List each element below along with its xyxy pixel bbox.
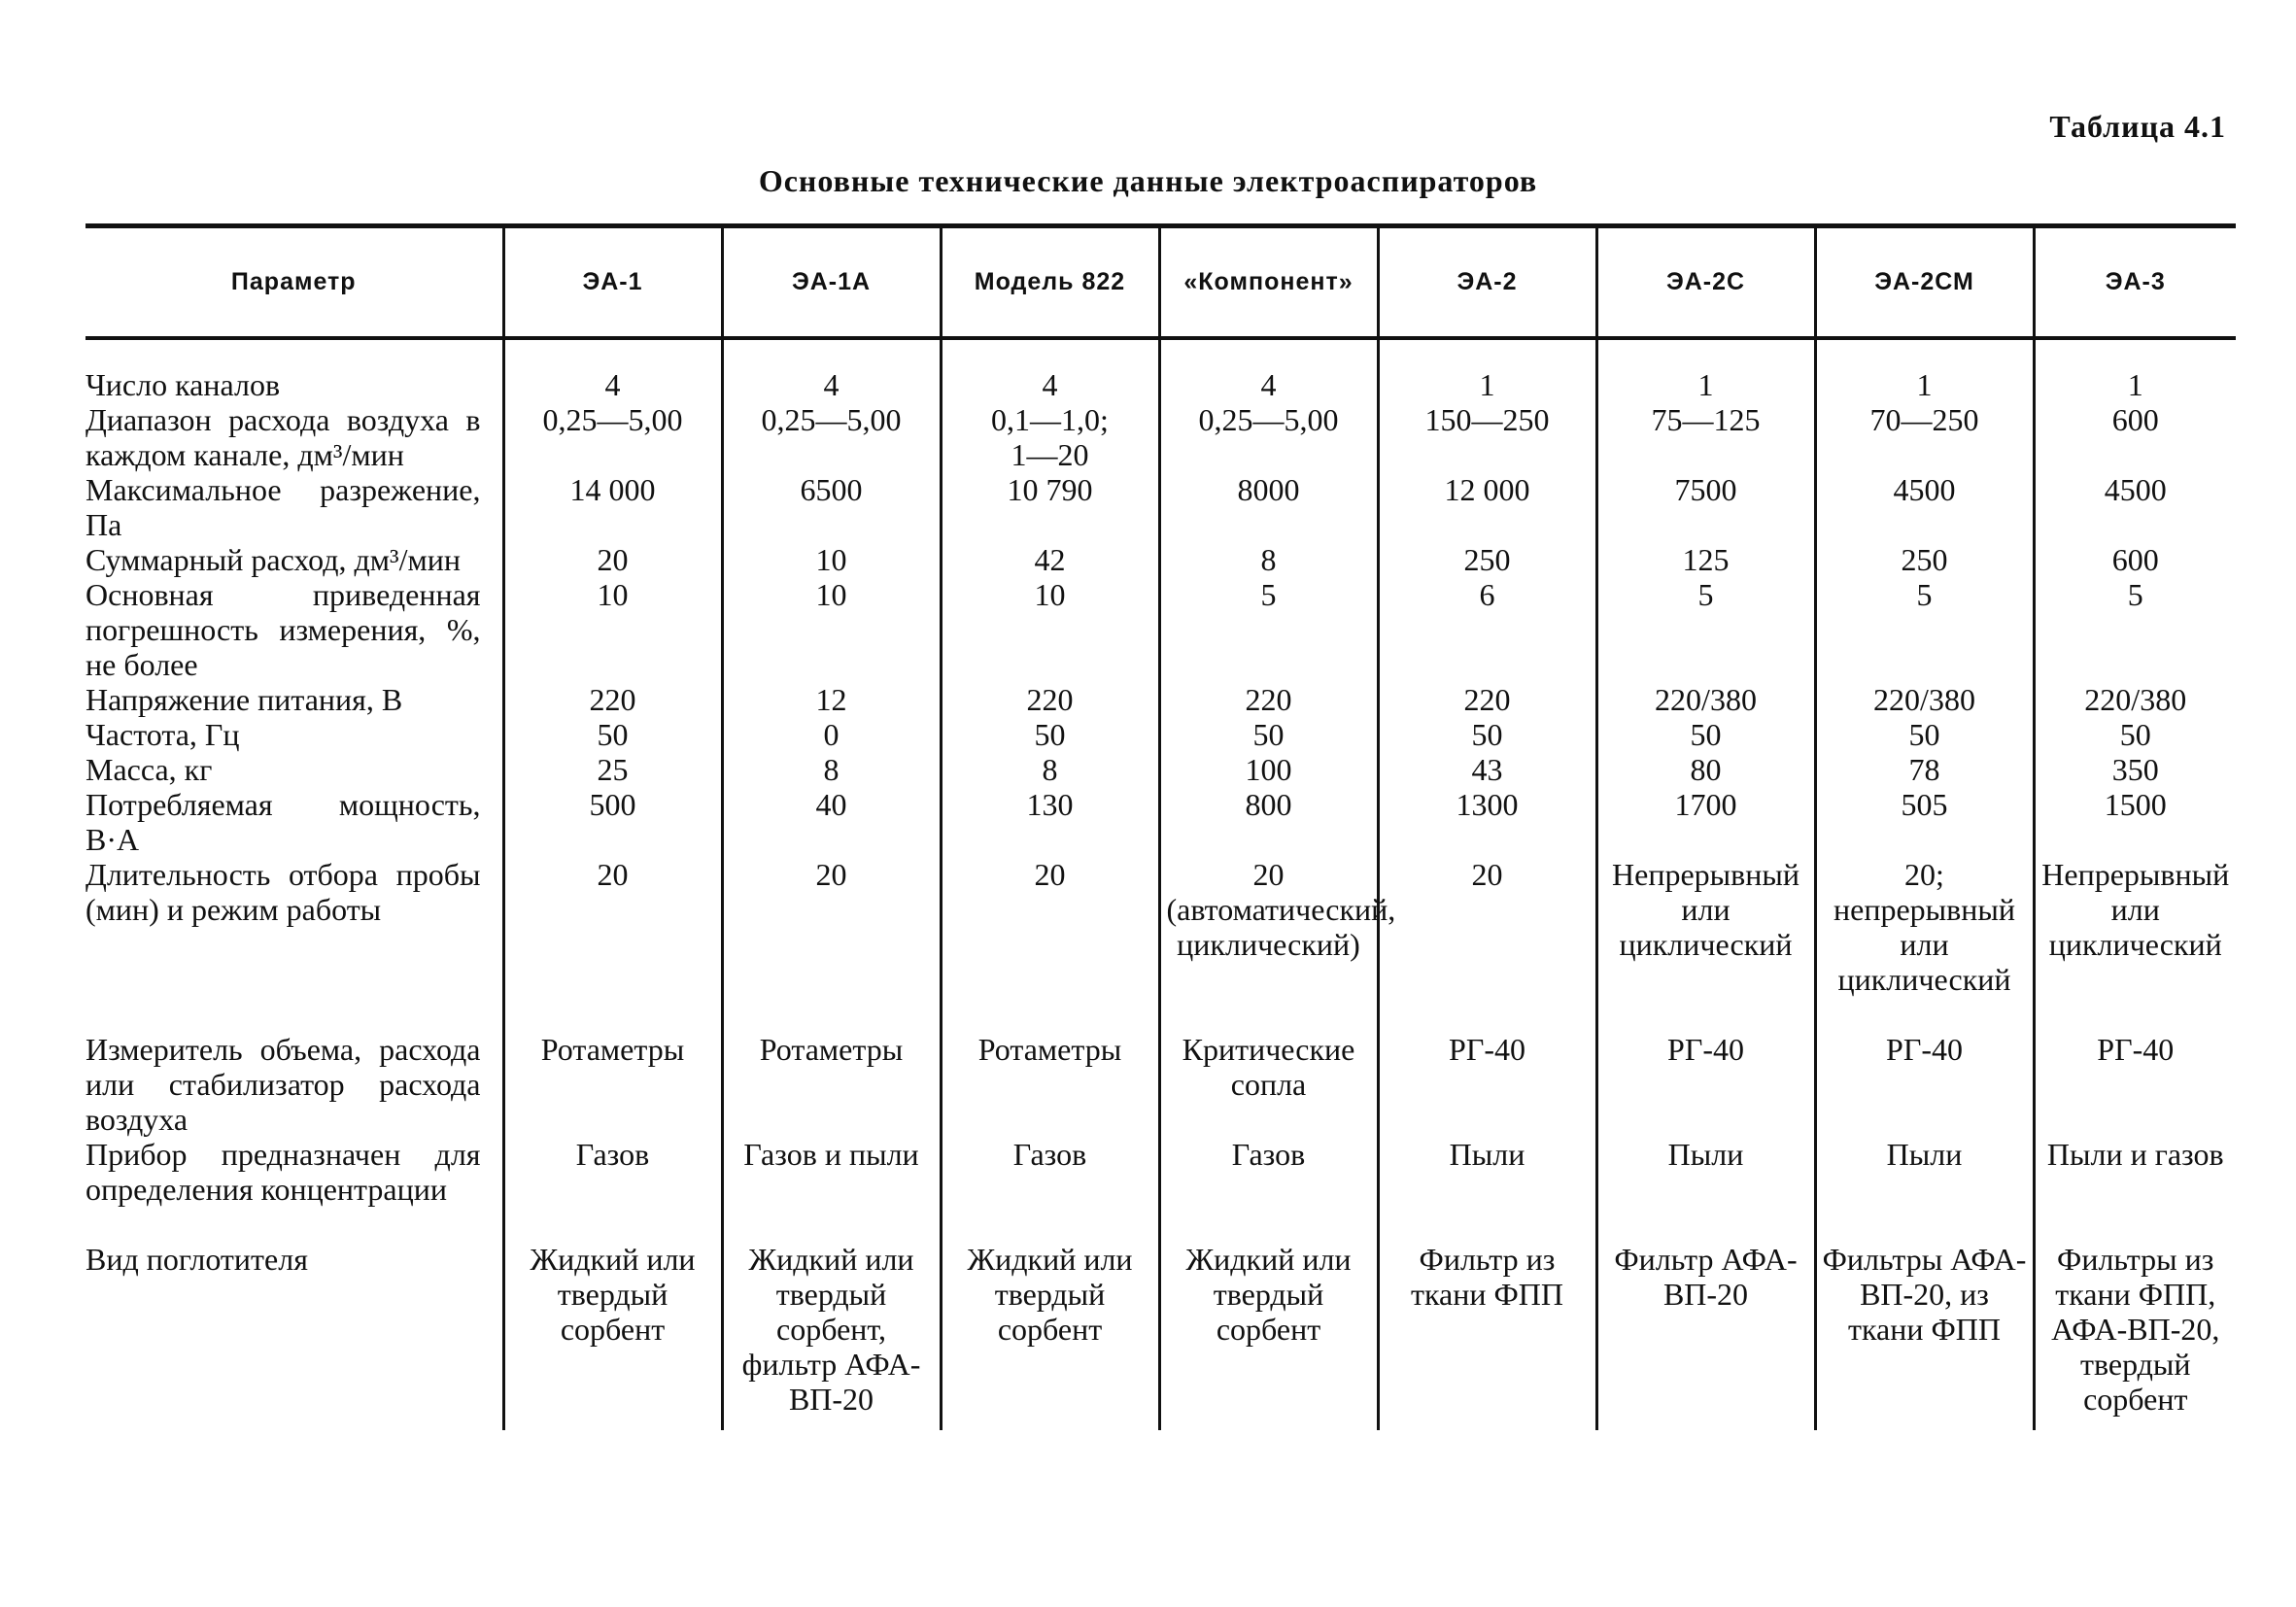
table-cell [1815, 1207, 2034, 1430]
cell-value: 1 [1697, 366, 1714, 402]
cell-value: 1300 [1456, 786, 1519, 822]
table-cell [941, 787, 1159, 857]
table-cell [2034, 787, 2236, 857]
table-cell [2034, 1137, 2236, 1207]
cell-value: Непрерывный или циклический [1612, 856, 1799, 962]
row-power-param: Потребляемая мощность, В·А [86, 786, 481, 857]
cell-value: РГ-40 [1667, 1031, 1744, 1067]
table-row [86, 1207, 2236, 1430]
table-cell [1596, 682, 1815, 717]
cell-value: 1 [1916, 366, 1933, 402]
specs-table [86, 223, 2236, 1430]
table-cell [2034, 577, 2236, 682]
table-cell [722, 402, 941, 472]
cell-value: РГ-40 [1886, 1031, 1963, 1067]
row-flow-range-param: Диапазон расхода воздуха в каждом канале, дм³/мин [86, 401, 481, 472]
table-cell [2034, 752, 2236, 787]
table-cell [1596, 787, 1815, 857]
table-cell [503, 752, 722, 787]
table-row [86, 717, 2236, 752]
table-cell [1378, 682, 1596, 717]
table-cell [1815, 338, 2034, 402]
table-row [86, 682, 2236, 717]
table-cell [1596, 857, 1815, 997]
cell-value: 14 000 [569, 471, 656, 507]
table-cell [722, 1137, 941, 1207]
cell-value: Газов [1231, 1136, 1306, 1172]
cell-value: 10 [597, 576, 629, 612]
cell-value: 125 [1682, 541, 1730, 577]
cell-value: 505 [1901, 786, 1948, 822]
table-cell [941, 472, 1159, 542]
cell-value: 1 [1479, 366, 1495, 402]
table-cell [2034, 682, 2236, 717]
cell-value: Пыли [1449, 1136, 1525, 1172]
table-cell [941, 997, 1159, 1137]
table-cell [1596, 752, 1815, 787]
table-cell [722, 1207, 941, 1430]
table-row [86, 402, 2236, 472]
table-row [86, 857, 2236, 997]
table-cell [1378, 338, 1596, 402]
table-cell [503, 402, 722, 472]
table-cell [1378, 752, 1596, 787]
table-cell [1815, 402, 2034, 472]
header-parameter: Параметр [86, 226, 503, 338]
table-cell [1815, 542, 2034, 577]
table-cell [1159, 856, 1396, 997]
cell-value: 0,25—5,00 [542, 401, 683, 437]
cell-value: Жидкий или твердый сорбент [967, 1241, 1133, 1347]
table-cell [2034, 338, 2236, 402]
cell-value: 220 [1245, 681, 1292, 717]
table-cell [1159, 542, 1378, 577]
table-cell [1596, 402, 1815, 472]
cell-value: 130 [1026, 786, 1074, 822]
cell-value: 20 [1034, 856, 1066, 892]
table-cell [503, 997, 722, 1137]
cell-value: 50 [597, 716, 629, 752]
table-row [86, 997, 2236, 1137]
cell-value: 0,25—5,00 [761, 401, 902, 437]
table-cell [941, 338, 1159, 402]
cell-value: 0,1—1,0; 1—20 [991, 401, 1109, 472]
cell-value: 10 790 [1007, 471, 1093, 507]
cell-value: 78 [1908, 751, 1940, 787]
table-row [86, 577, 2236, 682]
cell-value: 8 [1042, 751, 1058, 787]
table-cell [1378, 1207, 1596, 1430]
table-cell [1378, 577, 1596, 682]
cell-value: 50 [1690, 716, 1722, 752]
cell-value: 20 [597, 541, 629, 577]
table-cell [941, 682, 1159, 717]
row-total-flow-param: Суммарный расход, дм³/мин [86, 541, 461, 577]
cell-value: 100 [1245, 751, 1292, 787]
cell-value: 5 [1260, 576, 1277, 612]
table-cell [503, 338, 722, 402]
cell-value: 1700 [1674, 786, 1737, 822]
cell-value: 7500 [1674, 471, 1737, 507]
cell-value: Фильтр АФА-ВП-20 [1614, 1241, 1798, 1312]
cell-value: 220/380 [2084, 681, 2187, 717]
cell-value: 4 [823, 366, 840, 402]
table-cell [1596, 542, 1815, 577]
table-cell [1815, 752, 2034, 787]
cell-value: Жидкий или твердый сорбент [530, 1241, 696, 1347]
table-cell [722, 472, 941, 542]
row-flow-meter-param: Измеритель объема, расхода или стабилизатор расхода воздуха [86, 1031, 481, 1137]
row-absorber-param: Вид поглотителя [86, 1241, 308, 1277]
cell-value: 4 [1042, 366, 1058, 402]
table-cell [1815, 682, 2034, 717]
table-row [86, 752, 2236, 787]
table-cell [1159, 1137, 1378, 1207]
cell-value: 50 [1252, 716, 1285, 752]
table-cell [1596, 717, 1815, 752]
table-cell [503, 1207, 722, 1430]
cell-value: 220/380 [1655, 681, 1757, 717]
cell-value: 0 [823, 716, 840, 752]
table-cell [1815, 472, 2034, 542]
table-cell [2034, 857, 2236, 997]
cell-value: 12 [815, 681, 847, 717]
table-cell [1159, 402, 1378, 472]
table-cell [1596, 472, 1815, 542]
cell-value: Газов [1012, 1136, 1087, 1172]
table-cell [1159, 472, 1378, 542]
cell-value: 50 [2119, 716, 2151, 752]
cell-value: 4500 [2104, 471, 2167, 507]
table-cell [2034, 542, 2236, 577]
cell-value: Ротаметры [540, 1031, 685, 1067]
cell-value: 800 [1245, 786, 1292, 822]
cell-value: 5 [1697, 576, 1714, 612]
table-number: Таблица 4.1 [2049, 109, 2226, 144]
header-ea-2sm: ЭА-2СМ [1815, 226, 2034, 338]
cell-value: 600 [2111, 541, 2159, 577]
table-cell [1596, 577, 1815, 682]
table-cell [1159, 997, 1378, 1137]
cell-value: 20 [815, 856, 847, 892]
table-cell [1815, 997, 2034, 1137]
cell-value: Ротаметры [759, 1031, 904, 1067]
row-mass-param: Масса, кг [86, 751, 213, 787]
cell-value: 75—125 [1651, 401, 1761, 437]
cell-value: 20; непрерывный или циклический [1833, 856, 2015, 997]
cell-value: 8000 [1237, 471, 1300, 507]
table-cell [1596, 1137, 1815, 1207]
table-cell [1815, 787, 2034, 857]
table-header-row [86, 226, 2236, 338]
table-cell [941, 577, 1159, 682]
cell-value: 43 [1471, 751, 1503, 787]
cell-value: 6 [1479, 576, 1495, 612]
table-cell [941, 857, 1159, 997]
table-cell [1378, 997, 1596, 1137]
cell-value: 8 [1260, 541, 1277, 577]
table-cell [941, 717, 1159, 752]
table-cell [503, 717, 722, 752]
cell-value: 4500 [1893, 471, 1956, 507]
table-cell [1159, 682, 1378, 717]
cell-value: РГ-40 [1449, 1031, 1525, 1067]
cell-value: 220/380 [1873, 681, 1975, 717]
cell-value: Газов и пыли [743, 1136, 919, 1172]
header-ea-1a: ЭА-1А [722, 226, 941, 338]
table-cell [1378, 857, 1596, 997]
table-cell [941, 752, 1159, 787]
cell-value: Ротаметры [977, 1031, 1122, 1067]
table-cell [941, 1207, 1159, 1430]
cell-value: 1500 [2104, 786, 2167, 822]
cell-value: 10 [815, 541, 847, 577]
table-cell [722, 682, 941, 717]
row-voltage-param: Напряжение питания, В [86, 681, 403, 717]
cell-value: 10 [1034, 576, 1066, 612]
cell-value: Газов [575, 1136, 650, 1172]
cell-value: 220 [589, 681, 636, 717]
cell-value: Жидкий или твердый сорбент [1185, 1241, 1352, 1347]
cell-value: 5 [1916, 576, 1933, 612]
cell-value: 70—250 [1869, 401, 1979, 437]
table-cell [2034, 402, 2236, 472]
table-cell [503, 577, 722, 682]
table-row [86, 472, 2236, 542]
cell-value: Критические сопла [1182, 1031, 1355, 1102]
table-cell [1159, 717, 1378, 752]
table-title: Основные технические данные электроаспираторов [758, 163, 1538, 198]
table-cell [1378, 542, 1596, 577]
cell-value: 50 [1908, 716, 1940, 752]
table-cell [941, 542, 1159, 577]
row-error-param: Основная приведенная погрешность измерения, %, не более [86, 576, 481, 682]
table-cell [941, 1137, 1159, 1207]
cell-value: 150—250 [1424, 401, 1550, 437]
table-row [86, 1137, 2236, 1207]
cell-value: Пыли и газов [2046, 1136, 2224, 1172]
table-cell [2034, 472, 2236, 542]
cell-value: 20 (автоматический, циклический) [1166, 856, 1396, 962]
cell-value: 250 [1463, 541, 1511, 577]
table-cell [1159, 338, 1378, 402]
header-komponent: «Компонент» [1159, 226, 1378, 338]
header-ea-2: ЭА-2 [1378, 226, 1596, 338]
cell-value: Фильтры из ткани ФПП, АФА-ВП-20, твердый сорбент [2051, 1241, 2220, 1417]
cell-value: 0,25—5,00 [1198, 401, 1339, 437]
cell-value: Непрерывный или циклический [2041, 856, 2230, 962]
table-cell [503, 472, 722, 542]
row-sampling-duration-param: Длительность отбора пробы (мин) и режим работы [86, 856, 481, 927]
cell-value: 350 [2111, 751, 2159, 787]
cell-value: 250 [1901, 541, 1948, 577]
header-model-822: Модель 822 [941, 226, 1159, 338]
table-cell [1159, 577, 1378, 682]
table-cell [722, 787, 941, 857]
table-cell [503, 787, 722, 857]
cell-value: Пыли [1886, 1136, 1963, 1172]
cell-value: 50 [1471, 716, 1503, 752]
cell-value: 12 000 [1444, 471, 1530, 507]
cell-value: 42 [1034, 541, 1066, 577]
table-cell [722, 997, 941, 1137]
cell-value: Жидкий или твердый сорбент, фильтр АФА-ВП-20 [741, 1241, 921, 1417]
row-max-vacuum-param: Максимальное разрежение, Па [86, 471, 481, 542]
cell-value: 40 [815, 786, 847, 822]
table-cell [2034, 1207, 2236, 1430]
table-cell [1159, 752, 1378, 787]
cell-value: 25 [597, 751, 629, 787]
cell-value: 4 [1260, 366, 1277, 402]
table-cell [722, 338, 941, 402]
table-cell [1378, 1137, 1596, 1207]
header-ea-1: ЭА-1 [503, 226, 722, 338]
cell-value: Фильтры АФА-ВП-20, из ткани ФПП [1822, 1241, 2027, 1347]
cell-value: 6500 [800, 471, 863, 507]
cell-value: РГ-40 [2097, 1031, 2175, 1067]
table-row [86, 542, 2236, 577]
table-cell [722, 717, 941, 752]
table-cell [503, 542, 722, 577]
table-cell [503, 857, 722, 997]
cell-value: Пыли [1667, 1136, 1744, 1172]
table-cell [1159, 787, 1378, 857]
cell-value: 220 [1463, 681, 1511, 717]
cell-value: 20 [1471, 856, 1503, 892]
cell-value: 80 [1690, 751, 1722, 787]
table-cell [722, 577, 941, 682]
cell-value: Фильтр из ткани ФПП [1411, 1241, 1563, 1312]
table-cell [1815, 857, 2034, 997]
cell-value: 5 [2127, 576, 2143, 612]
table-row [86, 338, 2236, 402]
cell-value: 20 [597, 856, 629, 892]
cell-value: 1 [2127, 366, 2143, 402]
table-cell [1596, 997, 1815, 1137]
table-cell [1815, 1137, 2034, 1207]
table-cell [503, 682, 722, 717]
cell-value: 4 [604, 366, 621, 402]
cell-value: 10 [815, 576, 847, 612]
row-frequency-param: Частота, Гц [86, 716, 240, 752]
table-cell [1378, 787, 1596, 857]
table-cell [1815, 717, 2034, 752]
table-cell [722, 542, 941, 577]
cell-value: 50 [1034, 716, 1066, 752]
table-cell [1378, 402, 1596, 472]
table-row [86, 787, 2236, 857]
table-cell [1596, 338, 1815, 402]
table-body [86, 338, 2236, 1430]
cell-value: 8 [823, 751, 840, 787]
table-cell [2034, 997, 2236, 1137]
header-ea-2s: ЭА-2С [1596, 226, 1815, 338]
table-cell [503, 1137, 722, 1207]
header-ea-3: ЭА-3 [2034, 226, 2236, 338]
table-cell [941, 402, 1159, 472]
row-channels-param: Число каналов [86, 366, 281, 402]
table-cell [1596, 1207, 1815, 1430]
table-cell [1378, 472, 1596, 542]
cell-value: 500 [589, 786, 636, 822]
table-cell [1815, 577, 2034, 682]
row-purpose-param: Прибор предназначен для определения концентрации [86, 1136, 481, 1207]
table-cell [722, 752, 941, 787]
cell-value: 220 [1026, 681, 1074, 717]
cell-value: 600 [2111, 401, 2159, 437]
table-cell [722, 857, 941, 997]
table-cell [1159, 1207, 1378, 1430]
table-cell [1378, 717, 1596, 752]
table-cell [2034, 717, 2236, 752]
